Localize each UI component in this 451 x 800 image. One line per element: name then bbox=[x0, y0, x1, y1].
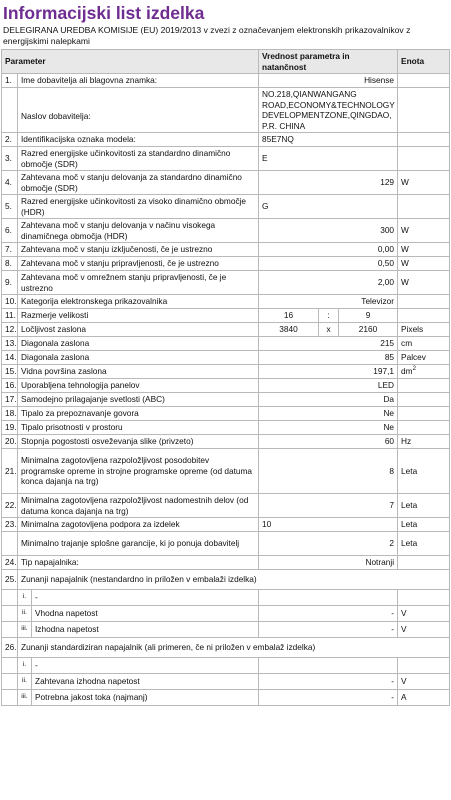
row-label: Zahtevana moč v omrežnem stanju pripravljenosti, če je ustrezno bbox=[18, 271, 259, 295]
row-unit bbox=[398, 421, 450, 435]
value-separator: x bbox=[319, 323, 339, 337]
row-unit bbox=[398, 195, 450, 219]
sub-label: Izhodna napetost bbox=[32, 622, 259, 638]
row-value: Hisense bbox=[259, 74, 398, 88]
row-value: 2,00 bbox=[259, 271, 398, 295]
row-label: Kategorija elektronskega prikazovalnika bbox=[18, 295, 259, 309]
sub-row bbox=[2, 674, 450, 690]
value-b: 2160 bbox=[339, 323, 398, 337]
header-parameter: Parameter bbox=[2, 50, 259, 74]
product-information-table bbox=[1, 49, 450, 706]
header-value: Vrednost parametra in natančnost bbox=[259, 50, 398, 74]
row-unit: Leta bbox=[398, 518, 450, 532]
row-number: 24. bbox=[2, 556, 18, 570]
row-value: NO.218,QIANWANGANG ROAD,ECONOMY&TECHNOLOGY DEVELOPMENTZONE,QINGDAO, P.R. CHINA bbox=[259, 88, 398, 133]
sub-unit: A bbox=[398, 690, 450, 706]
row-label: Uporabljena tehnologija panelov bbox=[18, 379, 259, 393]
row-number: 3. bbox=[2, 147, 18, 171]
row-label: Ime dobavitelja ali blagovna znamka: bbox=[18, 74, 259, 88]
row-label: Razmerje velikosti bbox=[18, 309, 259, 323]
sub-unit: V bbox=[398, 622, 450, 638]
sub-unit bbox=[398, 590, 450, 606]
row-number: 6. bbox=[2, 219, 18, 243]
row-label: Razred energijske učinkovitosti za standardno dinamično območje (SDR) bbox=[18, 147, 259, 171]
row-label: Identifikacijska oznaka modela: bbox=[18, 133, 259, 147]
row-value: Da bbox=[259, 393, 398, 407]
row-number bbox=[2, 532, 18, 556]
table-row bbox=[2, 337, 450, 351]
table-row bbox=[2, 271, 450, 295]
row-label: Minimalna zagotovljena razpoložljivost posodobitev programske opreme in strojne programske opreme (od datuma konca dajanja na trg) bbox=[18, 449, 259, 494]
row-value: 300 bbox=[259, 219, 398, 243]
row-unit: Pixels bbox=[398, 323, 450, 337]
row-number: 11. bbox=[2, 309, 18, 323]
table-row bbox=[2, 435, 450, 449]
row-number: 10. bbox=[2, 295, 18, 309]
value-a: 16 bbox=[259, 309, 319, 323]
row-label: Samodejno prilagajanje svetlosti (ABC) bbox=[18, 393, 259, 407]
row-number: 2. bbox=[2, 133, 18, 147]
table-row bbox=[2, 88, 450, 133]
sub-row bbox=[2, 622, 450, 638]
roman-index: iii. bbox=[18, 690, 32, 706]
row-value: 85E7NQ bbox=[259, 133, 398, 147]
row-value: 85 bbox=[259, 351, 398, 365]
row-number: 14. bbox=[2, 351, 18, 365]
section-label: Zunanji napajalnik (nestandardno in priložen v embalaži izdelka) bbox=[18, 570, 450, 590]
row-value: 197,1 bbox=[259, 365, 398, 379]
sub-value: - bbox=[259, 622, 398, 638]
table-row bbox=[2, 133, 450, 147]
sub-value: - bbox=[259, 674, 398, 690]
row-number: 5. bbox=[2, 195, 18, 219]
row-number: 17. bbox=[2, 393, 18, 407]
table-row bbox=[2, 532, 450, 556]
unit-superscript: 2 bbox=[412, 366, 416, 373]
row-label: Zahtevana moč v stanju izključenosti, če je ustrezno bbox=[18, 243, 259, 257]
sub-label: Potrebna jakost toka (najmanj) bbox=[32, 690, 259, 706]
row-number: 8. bbox=[2, 257, 18, 271]
table-row bbox=[2, 147, 450, 171]
section-header-row bbox=[2, 638, 450, 658]
table-row bbox=[2, 195, 450, 219]
table-row bbox=[2, 171, 450, 195]
roman-index: iii. bbox=[18, 622, 32, 638]
row-value: 8 bbox=[259, 449, 398, 494]
value-separator: : bbox=[319, 309, 339, 323]
sub-row bbox=[2, 690, 450, 706]
table-row bbox=[2, 309, 450, 323]
table-header-row bbox=[2, 50, 450, 74]
roman-index: i. bbox=[18, 590, 32, 606]
row-number: 13. bbox=[2, 337, 18, 351]
regulation-subtitle: DELEGIRANA UREDBA KOMISIJE (EU) 2019/2013 v zvezi z označevanjem elektronskih prikazovalnikov z energijskimi nalepkami bbox=[3, 25, 411, 46]
row-label: Tip napajalnika: bbox=[18, 556, 259, 570]
row-unit bbox=[398, 309, 450, 323]
row-unit: cm bbox=[398, 337, 450, 351]
table-row bbox=[2, 393, 450, 407]
row-unit: W bbox=[398, 243, 450, 257]
table-row bbox=[2, 243, 450, 257]
row-unit bbox=[398, 379, 450, 393]
sub-unit bbox=[398, 658, 450, 674]
row-value: Ne bbox=[259, 421, 398, 435]
row-label: Razred energijske učinkovitosti za visoko dinamično območje (HDR) bbox=[18, 195, 259, 219]
row-number: 18. bbox=[2, 407, 18, 421]
table-row bbox=[2, 449, 450, 494]
table-row bbox=[2, 407, 450, 421]
row-label: Tipalo za prepoznavanje govora bbox=[18, 407, 259, 421]
row-value: 0,00 bbox=[259, 243, 398, 257]
table-row bbox=[2, 379, 450, 393]
table-row bbox=[2, 494, 450, 518]
table-row bbox=[2, 421, 450, 435]
row-number bbox=[2, 88, 18, 133]
row-value: 0,50 bbox=[259, 257, 398, 271]
row-number: 23. bbox=[2, 518, 18, 532]
sub-row bbox=[2, 658, 450, 674]
section-label: Zunanji standardiziran napajalnik (ali primeren, če ni priložen v embalaž izdelka) bbox=[18, 638, 450, 658]
row-unit: W bbox=[398, 257, 450, 271]
row-number: 4. bbox=[2, 171, 18, 195]
row-label: Zahtevana moč v stanju delovanja za standardno dinamično območje (SDR) bbox=[18, 171, 259, 195]
row-number: 15. bbox=[2, 365, 18, 379]
sub-value bbox=[259, 590, 398, 606]
sub-unit: V bbox=[398, 606, 450, 622]
row-unit bbox=[398, 133, 450, 147]
row-number: 20. bbox=[2, 435, 18, 449]
row-unit: W bbox=[398, 171, 450, 195]
sub-label: - bbox=[32, 658, 259, 674]
sub-label: Vhodna napetost bbox=[32, 606, 259, 622]
row-number: 19. bbox=[2, 421, 18, 435]
table-row bbox=[2, 74, 450, 88]
row-label: Diagonala zaslona bbox=[18, 351, 259, 365]
sub-value bbox=[259, 658, 398, 674]
sub-value: - bbox=[259, 606, 398, 622]
row-value: LED bbox=[259, 379, 398, 393]
indent-cell bbox=[2, 658, 18, 674]
row-value: 7 bbox=[259, 494, 398, 518]
indent-cell bbox=[2, 622, 18, 638]
row-label: Minimalna zagotovljena razpoložljivost nadomestnih delov (od datuma konca dajanja na trg) bbox=[18, 494, 259, 518]
row-label: Zahtevana moč v stanju pripravljenosti, če je ustrezno bbox=[18, 257, 259, 271]
row-unit bbox=[398, 295, 450, 309]
row-label: Tipalo prisotnosti v prostoru bbox=[18, 421, 259, 435]
row-value: 215 bbox=[259, 337, 398, 351]
table-row bbox=[2, 295, 450, 309]
table-row bbox=[2, 351, 450, 365]
row-label: Diagonala zaslona bbox=[18, 337, 259, 351]
row-unit: Leta bbox=[398, 449, 450, 494]
row-number: 12. bbox=[2, 323, 18, 337]
row-number: 7. bbox=[2, 243, 18, 257]
row-number: 25. bbox=[2, 570, 18, 590]
value-b: 9 bbox=[339, 309, 398, 323]
table-row bbox=[2, 365, 450, 379]
indent-cell bbox=[2, 606, 18, 622]
sub-unit: V bbox=[398, 674, 450, 690]
row-number: 22. bbox=[2, 494, 18, 518]
row-label: Minimalno trajanje splošne garancije, ki jo ponuja dobavitelj bbox=[18, 532, 259, 556]
row-unit: Leta bbox=[398, 494, 450, 518]
indent-cell bbox=[2, 674, 18, 690]
header-unit: Enota bbox=[398, 50, 450, 74]
table-row bbox=[2, 323, 450, 337]
row-label: Zahtevana moč v stanju delovanja v načinu visokega dinamičnega območja (HDR) bbox=[18, 219, 259, 243]
row-value: Televizor bbox=[259, 295, 398, 309]
row-value: 2 bbox=[259, 532, 398, 556]
row-number: 21. bbox=[2, 449, 18, 494]
row-number: 1. bbox=[2, 74, 18, 88]
row-unit: Leta bbox=[398, 532, 450, 556]
row-value: 129 bbox=[259, 171, 398, 195]
row-unit bbox=[398, 88, 450, 133]
sub-row bbox=[2, 606, 450, 622]
row-label: Ločljivost zaslona bbox=[18, 323, 259, 337]
row-label: Naslov dobavitelja: bbox=[18, 88, 259, 133]
section-header-row bbox=[2, 570, 450, 590]
row-value: Ne bbox=[259, 407, 398, 421]
row-unit bbox=[398, 407, 450, 421]
row-value: G bbox=[259, 195, 398, 219]
row-value: Notranji bbox=[259, 556, 398, 570]
row-unit: W bbox=[398, 271, 450, 295]
sub-label: Zahtevana izhodna napetost bbox=[32, 674, 259, 690]
row-unit bbox=[398, 556, 450, 570]
row-number: 26. bbox=[2, 638, 18, 658]
sub-value: - bbox=[259, 690, 398, 706]
row-unit: $dm^2$ bbox=[398, 365, 450, 379]
row-label: Minimalna zagotovljena podpora za izdelek bbox=[18, 518, 259, 532]
table-row bbox=[2, 556, 450, 570]
row-unit: Palcev bbox=[398, 351, 450, 365]
row-unit bbox=[398, 393, 450, 407]
table-row bbox=[2, 518, 450, 532]
row-value: E bbox=[259, 147, 398, 171]
row-unit: W bbox=[398, 219, 450, 243]
row-number: 16. bbox=[2, 379, 18, 393]
roman-index: i. bbox=[18, 658, 32, 674]
sub-label: - bbox=[32, 590, 259, 606]
sub-row bbox=[2, 590, 450, 606]
row-value: 10 bbox=[259, 518, 398, 532]
table-row bbox=[2, 257, 450, 271]
row-label: Stopnja pogostosti osveževanja slike (privzeto) bbox=[18, 435, 259, 449]
row-number: 9. bbox=[2, 271, 18, 295]
indent-cell bbox=[2, 590, 18, 606]
roman-index: ii. bbox=[18, 606, 32, 622]
row-value: 60 bbox=[259, 435, 398, 449]
row-unit: Hz bbox=[398, 435, 450, 449]
indent-cell bbox=[2, 690, 18, 706]
page-title: Informacijski list izdelka bbox=[3, 3, 205, 23]
row-unit bbox=[398, 74, 450, 88]
value-a: 3840 bbox=[259, 323, 319, 337]
row-unit bbox=[398, 147, 450, 171]
row-label: Vidna površina zaslona bbox=[18, 365, 259, 379]
roman-index: ii. bbox=[18, 674, 32, 690]
table-row bbox=[2, 219, 450, 243]
